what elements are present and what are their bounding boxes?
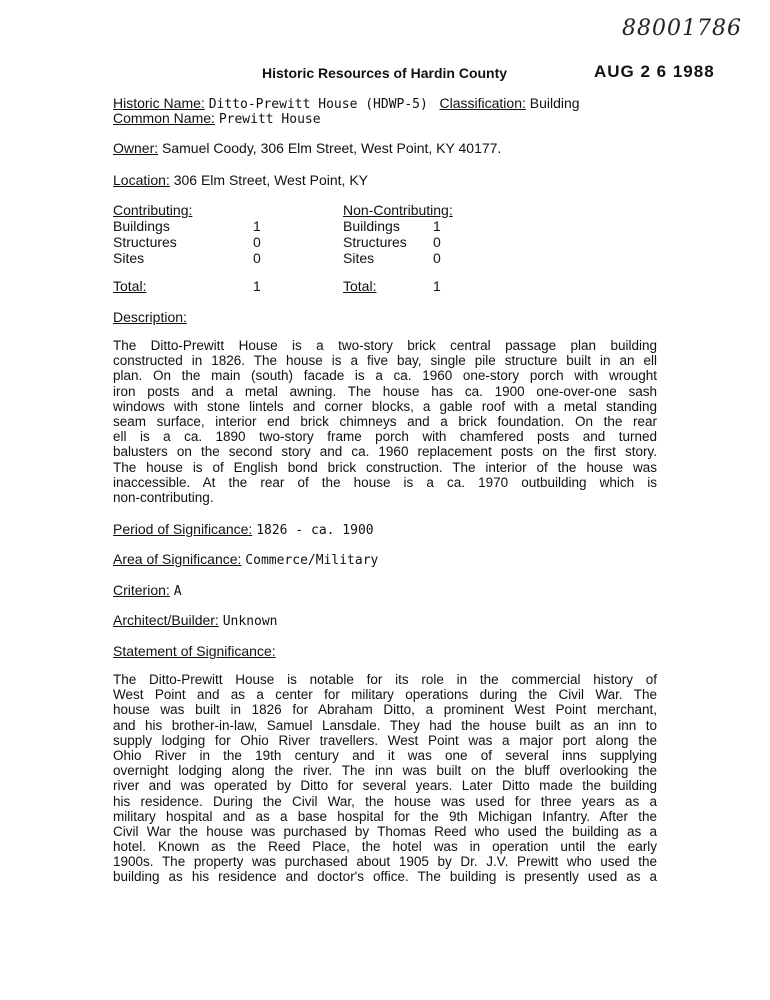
statement-line: overnight lodging along the river. The inn was built on the bluff overlooking the — [113, 763, 657, 779]
table-row — [343, 234, 441, 250]
architect-label: Architect/Builder: — [113, 612, 219, 628]
page-title: Historic Resources of Hardin County — [262, 65, 508, 81]
count-label: Buildings — [343, 218, 400, 234]
description-line: seam surface, interior end brick chimneys and a brick foundation. On the rear — [113, 413, 657, 429]
historic-name-value: Ditto-Prewitt House (HDWP-5) — [208, 97, 428, 112]
area-value: Commerce/Military — [245, 553, 379, 568]
description-line: constructed in 1826. The house is a five bay, single pile structure built in an ell — [113, 353, 657, 369]
count-value: 0 — [253, 250, 261, 266]
contributing-total-label: Total: — [113, 278, 147, 294]
non-contributing-table — [343, 218, 441, 266]
description-line: inaccessible. At the rear of the house is a ca. 1970 outbuilding which is — [113, 474, 657, 490]
statement-line: supply lodging for Ohio River travellers. West Point was a major port along the — [113, 732, 657, 748]
statement-line: and his brother-in-law, Samuel Lansdale. They had the house built as an inn to — [113, 717, 657, 733]
statement-paragraph — [113, 672, 657, 885]
count-value: 1 — [433, 218, 441, 234]
classification-label: Classification: — [439, 95, 526, 111]
area-row — [113, 551, 378, 568]
period-value: 1826 - ca. 1900 — [256, 523, 374, 538]
criterion-row — [113, 582, 182, 599]
statement-line: building as his residence and doctor's office. The building is presently used as a — [113, 869, 657, 885]
handwritten-reference-number: 88001786 — [622, 16, 742, 41]
contributing-table — [113, 218, 261, 266]
count-value: 0 — [433, 234, 441, 250]
criterion-label: Criterion: — [113, 582, 170, 598]
table-row — [113, 250, 261, 266]
table-row — [343, 250, 441, 266]
count-label: Sites — [113, 250, 145, 266]
owner-label: Owner: — [113, 140, 159, 156]
contributing-total-row — [113, 278, 146, 294]
criterion-value: A — [173, 584, 182, 599]
statement-line: Civil War the house was purchased by Thomas Reed who used the building as a — [113, 823, 657, 839]
non-contributing-total-row — [343, 278, 376, 294]
count-label: Sites — [343, 250, 375, 266]
description-line: ell is a ca. 1890 two-story frame porch with chamfered posts and turned — [113, 429, 657, 445]
statement-line: house was built in 1826 for Abraham Ditto, a prominent West Point merchant, — [113, 702, 657, 718]
non-contributing-total-label: Total: — [343, 278, 377, 294]
description-line: plan. On the main (south) facade is a ca. 1960 one-story porch with wrought — [113, 368, 657, 384]
statement-line: river and was operated by Ditto for several years. Later Ditto made the building — [113, 778, 657, 794]
location-value: 306 Elm Street, West Point, KY — [173, 172, 368, 188]
table-row — [113, 234, 261, 250]
description-heading: Description: — [113, 309, 187, 325]
classification-value: Building — [529, 95, 580, 111]
description-line: non-contributing. — [113, 489, 214, 505]
statement-line: The Ditto-Prewitt House is notable for its role in the commercial history of — [113, 672, 657, 687]
description-line: The house is of English bond brick construction. The interior of the house was — [113, 459, 657, 475]
count-label: Structures — [343, 234, 407, 250]
statement-heading: Statement of Significance: — [113, 643, 276, 659]
statement-line: military hospital and as a base hospital for the 9th Michigan Infantry. After the — [113, 808, 657, 824]
table-row — [113, 218, 261, 234]
description-paragraph — [113, 338, 657, 505]
owner-row — [113, 140, 501, 156]
common-name-label: Common Name: — [113, 110, 215, 126]
statement-line: hotel. Known as the Reed Place, the hotel was in operation until the early — [113, 839, 657, 855]
non-contributing-total-value: 1 — [433, 278, 441, 294]
architect-value: Unknown — [222, 614, 278, 629]
contributing-heading: Contributing: — [113, 202, 193, 218]
non-contributing-section — [343, 202, 453, 266]
description-line: iron posts and a metal awning. The house has ca. 1900 one-over-one sash — [113, 383, 657, 399]
date-stamp: AUG 2 6 1988 — [594, 62, 715, 81]
common-name-row — [113, 110, 321, 127]
location-row — [113, 172, 368, 188]
count-label: Structures — [113, 234, 177, 250]
architect-row — [113, 612, 278, 629]
period-row — [113, 521, 374, 538]
historic-name-label: Historic Name: — [113, 95, 205, 111]
count-label: Buildings — [113, 218, 170, 234]
statement-line: 1900s. The property was purchased about 1905 by Dr. J.V. Prewitt who used the — [113, 854, 657, 870]
contributing-total-value: 1 — [253, 278, 261, 294]
common-name-value: Prewitt House — [218, 112, 321, 127]
statement-line: his residence. During the Civil War, the house was used for three years as a — [113, 793, 657, 809]
location-label: Location: — [113, 172, 170, 188]
owner-value: Samuel Coody, 306 Elm Street, West Point, KY 40177. — [162, 140, 502, 156]
count-value: 0 — [433, 250, 441, 266]
table-row — [343, 218, 441, 234]
count-value: 0 — [253, 234, 261, 250]
statement-line: West Point and as a center for military operations during the Civil War. The — [113, 687, 657, 703]
contributing-section — [113, 202, 261, 266]
non-contributing-heading: Non-Contributing: — [343, 202, 453, 218]
count-value: 1 — [253, 218, 261, 234]
period-label: Period of Significance: — [113, 521, 253, 537]
area-label: Area of Significance: — [113, 551, 242, 567]
statement-line: Ohio River in the 19th century and it was one of several inns supplying — [113, 747, 657, 763]
description-line: The Ditto-Prewitt House is a two-story brick central passage plan building — [113, 338, 657, 353]
description-line: windows with stone lintels and corner blocks, a gable roof with a metal standing — [113, 398, 657, 414]
description-line: balusters on the second story and ca. 1960 replacement posts on the first story. — [113, 444, 657, 460]
